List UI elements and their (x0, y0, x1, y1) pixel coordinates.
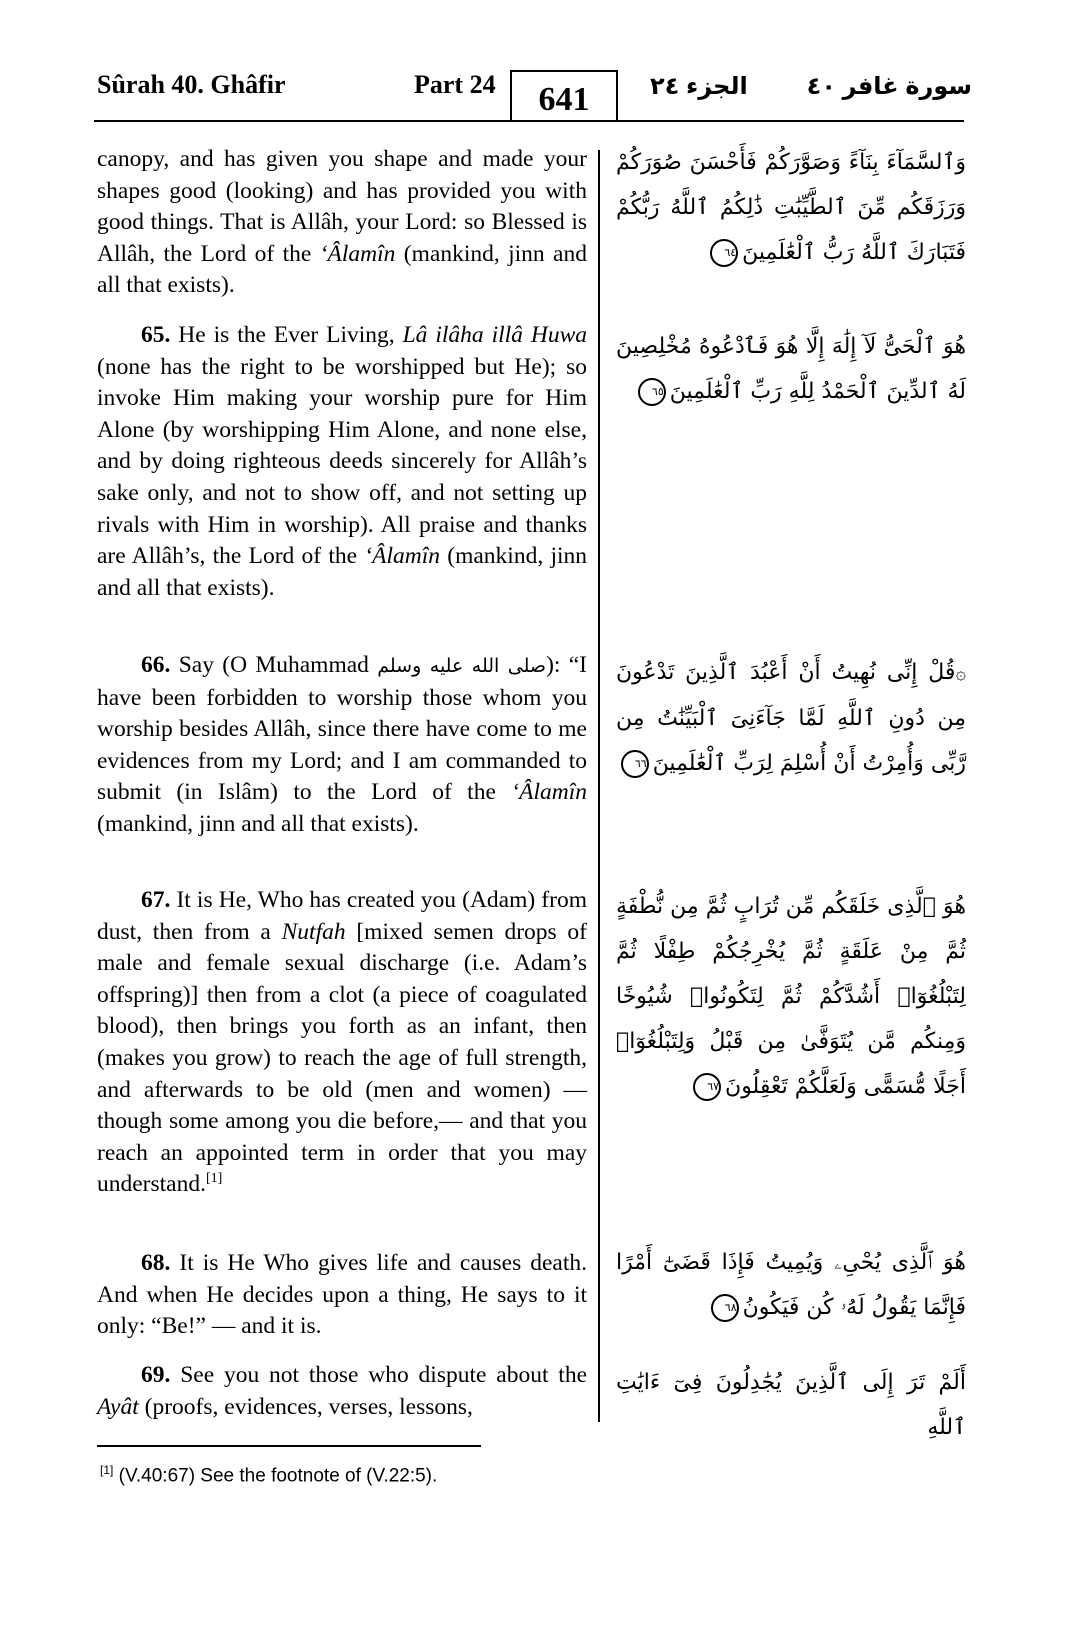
paragraph-verse-69: 69. See you not those who dispute about the Ayât (proofs, evidences, verses, lessons, (97, 1362, 587, 1420)
arabic-verse-68: هُوَ ٱلَّذِى يُحْىِۦ وَيُمِيتُ فَإِذَا قَضَىٰٓ أَمْرًا فَإِنَّمَا يَقُولُ لَهُۥ كُن فَيَكُونُ٦٨ (616, 1250, 966, 1320)
salutation-arabic: صلى الله عليه وسلم (377, 655, 547, 677)
surah-title-arabic: سورة غافر ٤٠ (806, 73, 972, 100)
verse-number: 68. (141, 1250, 171, 1276)
paragraph-verse-64-continued: canopy, and has given you shape and made your shapes good (looking) and has provided you with good things. That is Allâh, your Lord: so Blessed is Allâh, the Lord of the ‘Âlamîn (mankind, jinn and all that exists). (97, 146, 587, 299)
column-divider (598, 150, 600, 1422)
part-label-english: Part 24 (414, 70, 496, 99)
part-label-arabic: الجزء ٢٤ (650, 73, 748, 100)
verse-number: 65. (141, 322, 171, 348)
hizb-marker: ۞ (955, 663, 966, 684)
footnote-ref: [1] (206, 1171, 223, 1187)
verse-number: 66. (141, 652, 171, 678)
arabic-verse-67: هُوَ ٱلَّذِى خَلَقَكُم مِّن تُرَابٍ ثُمَّ مِن نُّطْفَةٍ ثُمَّ مِنْ عَلَقَةٍ ثُمَّ يُخْرِجُكُمْ طِفْلًا ثُمَّ لِتَبْلُغُوٓا۟ أَشُدَّكُمْ ثُمَّ لِتَكُونُوا۟ شُيُوخًا وَمِنكُم مَّن يُتَوَفَّىٰ مِن قَبْلُ وَلِتَبْلُغُوٓا۟ أَجَلًا مُّسَمًّى وَلَعَلَّكُمْ تَعْقِلُونَ٦٧ (616, 894, 966, 1099)
ayah-end-marker: ٦٤ (710, 239, 738, 267)
header-rule (94, 120, 964, 122)
ayah-end-marker: ٦٥ (638, 378, 666, 406)
paragraph-verse-68: 68. It is He Who gives life and causes death. And when He decides upon a thing, He says to it only: “Be!” — and it is. (97, 1250, 587, 1340)
ayah-end-marker: ٦٨ (711, 1294, 739, 1322)
arabic-verse-69: أَلَمْ تَرَ إِلَى ٱلَّذِينَ يُجَٰدِلُونَ فِىٓ ءَايَٰتِ ٱللَّهِ (616, 1370, 966, 1440)
arabic-verse-65: هُوَ ٱلْحَىُّ لَآ إِلَٰهَ إِلَّا هُوَ فَٱدْعُوهُ مُخْلِصِينَ لَهُ ٱلدِّينَ ٱلْحَمْدُ لِلَّهِ رَبِّ ٱلْعَٰلَمِينَ٦٥ (616, 334, 966, 404)
paragraph-verse-67: 67. It is He, Who has created you (Adam) from dust, then from a Nutfah [mixed semen drops of male and female sexual discharge (i.e. Adam’s offspring)] then from a clot (a piece of coagulated blood), then brings you forth as an infant, then (makes you grow) to reach the age of full strength, and afterwards to be old (men and women) — though some among you die before,— and that you reach an appointed term in order that you may understand.[1] (97, 887, 587, 1198)
arabic-verse-64: وَٱلسَّمَآءَ بِنَآءً وَصَوَّرَكُمْ فَأَحْسَنَ صُوَرَكُمْ وَرَزَقَكُم مِّنَ ٱلطَّيِّبَٰتِ ذَٰلِكُمُ ٱللَّهُ رَبُّكُمْ فَتَبَارَكَ ٱللَّهُ رَبُّ ٱلْعَٰلَمِينَ٦٤ (616, 150, 966, 265)
verse-number: 69. (141, 1362, 171, 1388)
footnote: [1] (V.40:67) See the footnote of (V.22:5). (100, 1463, 438, 1487)
paragraph-verse-65: 65. He is the Ever Living, Lâ ilâha illâ Huwa (none has the right to be worshipped but He); so invoke Him making your worship pure for Him Alone (by worshipping Him Alone, and none else, and by doing righteous deeds sincerely for Allâh’s sake only, and not to show off, and not setting up rivals with Him in worship). All praise and thanks are Allâh’s, the Lord of the ‘Âlamîn (mankind, jinn and all that exists). (97, 322, 588, 601)
ayah-end-marker: ٦٧ (693, 1073, 721, 1101)
page-number: 641 (510, 70, 618, 122)
verse-number: 67. (141, 887, 171, 913)
footnote-marker: [1] (100, 1463, 114, 1477)
footnote-rule (97, 1445, 481, 1447)
paragraph-verse-66: 66. Say (O Muhammad صلى الله عليه وسلم): “I have been forbidden to worship those whom you worship besides Allâh, since there have come to me evidences from my Lord; and I am commanded to submit (in Islâm) to the Lord of the ‘Âlamîn (mankind, jinn and all that exists). (97, 652, 587, 837)
ayah-end-marker: ٦٦ (621, 750, 649, 778)
surah-title-english: Sûrah 40. Ghâfir (97, 70, 286, 99)
arabic-verse-66: ۞قُلْ إِنِّى نُهِيتُ أَنْ أَعْبُدَ ٱلَّذِينَ تَدْعُونَ مِن دُونِ ٱللَّهِ لَمَّا جَآءَنِىَ ٱلْبَيِّنَٰتُ مِن رَّبِّى وَأُمِرْتُ أَنْ أُسْلِمَ لِرَبِّ ٱلْعَٰلَمِينَ٦٦ (616, 660, 966, 776)
